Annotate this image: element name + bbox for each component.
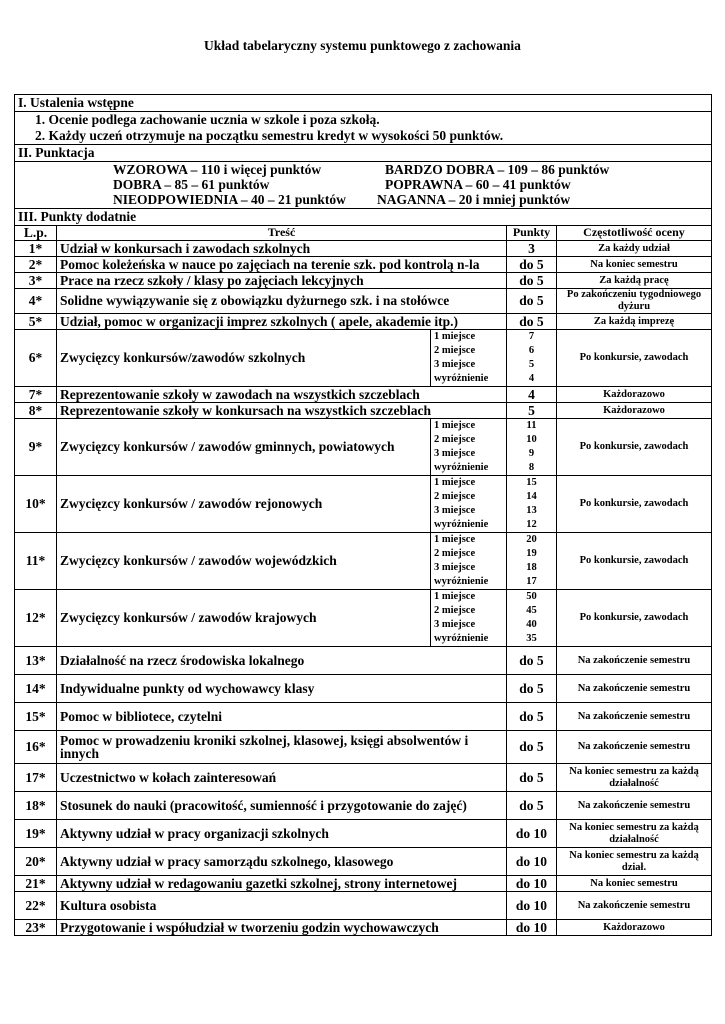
place-points: 15 (526, 477, 537, 488)
row-text: Zwycięzcy konkursów / zawodów rejonowych (57, 476, 431, 533)
row-number: 15* (15, 703, 57, 731)
row-points: do 5 (507, 731, 557, 764)
section1-items (15, 112, 712, 145)
row-places (431, 590, 507, 647)
row-text: Aktywny udział w redagowaniu gazetki szkolnej, strony internetowej (57, 876, 507, 892)
place-points: 4 (528, 373, 535, 384)
place-points: 50 (526, 591, 537, 602)
row-number: 19* (15, 820, 57, 848)
grade-scale (15, 162, 712, 209)
section3-heading: III. Punkty dodatnie (15, 209, 712, 226)
row-text: Kultura osobista (57, 892, 507, 920)
row-text: Reprezentowanie szkoły w konkursach na wszystkich szczeblach (57, 403, 507, 419)
row-frequency: Każdorazowo (557, 403, 712, 419)
place-label: wyróżnienie (434, 462, 489, 473)
row-number: 5* (15, 314, 57, 330)
row-text: Stosunek do nauki (pracowitość, sumienność i przygotowanie do zajęć) (57, 792, 507, 820)
table-header (15, 226, 712, 241)
row-frequency: Na koniec semestru (557, 876, 712, 892)
row-frequency: Po konkursie, zawodach (557, 419, 712, 476)
grade-wzorowa: WZOROWA – 110 i więcej punktów (113, 162, 322, 177)
row-text: Reprezentowanie szkoły w zawodach na wszystkich szczeblach (57, 387, 507, 403)
row-points: do 10 (507, 848, 557, 876)
row-points: 5 (507, 403, 557, 419)
place-label: 1 miejsce (434, 534, 476, 545)
place-label: 3 miejsce (434, 562, 476, 573)
row-number: 18* (15, 792, 57, 820)
row-points: do 5 (507, 273, 557, 289)
row-frequency: Na zakończenie semestru (557, 703, 712, 731)
row-text: Pomoc w bibliotece, czytelni (57, 703, 507, 731)
row-text: Zwycięzcy konkursów/zawodów szkolnych (57, 330, 431, 387)
place-label: 2 miejsce (434, 491, 476, 502)
row-text: Przygotowanie i współudział w tworzeniu godzin wychowawczych (57, 920, 507, 936)
place-label: 1 miejsce (434, 331, 476, 342)
table-row (15, 289, 712, 314)
place-label: 3 miejsce (434, 448, 476, 459)
place-points: 20 (526, 534, 537, 545)
row-number: 23* (15, 920, 57, 936)
table-row (15, 330, 712, 387)
row-frequency: Po konkursie, zawodach (557, 533, 712, 590)
row-number: 10* (15, 476, 57, 533)
row-text: Pomoc w prowadzeniu kroniki szkolnej, klasowej, księgi absolwentów i innych (57, 731, 507, 764)
row-text: Indywidualne punkty od wychowawcy klasy (57, 675, 507, 703)
section1-heading: I. Ustalenia wstępne (15, 95, 712, 112)
grade-dobra: DOBRA – 85 – 61 punktów (113, 177, 270, 192)
row-number: 17* (15, 764, 57, 792)
place-label: 2 miejsce (434, 434, 476, 445)
row-places (431, 419, 507, 476)
table-row (15, 920, 712, 936)
row-places (431, 330, 507, 387)
place-label: 2 miejsce (434, 345, 476, 356)
row-number: 4* (15, 289, 57, 314)
table-row (15, 731, 712, 764)
place-points: 19 (526, 548, 537, 559)
place-label: 1 miejsce (434, 477, 476, 488)
place-points: 10 (526, 434, 537, 445)
row-points: do 5 (507, 289, 557, 314)
row-text: Udział w konkursach i zawodach szkolnych (57, 241, 507, 257)
row-text: Zwycięzcy konkursów / zawodów krajowych (57, 590, 431, 647)
col-points-header: Punkty (507, 226, 557, 241)
row-number: 1* (15, 241, 57, 257)
row-points: 4 (507, 387, 557, 403)
row-text: Aktywny udział w pracy organizacji szkolnych (57, 820, 507, 848)
row-places (431, 476, 507, 533)
row-frequency: Na koniec semestru za każdą działalność (557, 820, 712, 848)
row-points (507, 590, 557, 647)
col-frequency-header: Częstotliwość oceny (557, 226, 712, 241)
row-number: 22* (15, 892, 57, 920)
place-points: 14 (526, 491, 537, 502)
table-row (15, 533, 712, 590)
row-points: do 10 (507, 920, 557, 936)
row-number: 9* (15, 419, 57, 476)
row-number: 3* (15, 273, 57, 289)
row-frequency: Na koniec semestru za każdą działalność (557, 764, 712, 792)
grade-bardzo-dobra: BARDZO DOBRA – 109 – 86 punktów (385, 162, 610, 177)
row-points: do 5 (507, 314, 557, 330)
intro-item: 1. Ocenie podlega zachowanie ucznia w szkole i poza szkołą. (35, 112, 380, 127)
document-title: Układ tabelaryczny systemu punktowego z zachowania (204, 38, 521, 53)
place-points: 40 (526, 619, 537, 630)
row-number: 7* (15, 387, 57, 403)
row-points: do 5 (507, 675, 557, 703)
row-frequency: Na zakończenie semestru (557, 731, 712, 764)
row-points: do 5 (507, 764, 557, 792)
row-number: 6* (15, 330, 57, 387)
row-frequency: Na zakończenie semestru (557, 792, 712, 820)
place-points: 35 (526, 633, 537, 644)
row-points: do 5 (507, 647, 557, 675)
table-row (15, 314, 712, 330)
table-row (15, 403, 712, 419)
row-frequency: Za każdą imprezę (557, 314, 712, 330)
place-points: 45 (526, 605, 537, 616)
place-points: 8 (528, 462, 535, 473)
place-points: 9 (528, 448, 535, 459)
place-points: 17 (526, 576, 537, 587)
row-frequency: Za każdą pracę (557, 273, 712, 289)
grade-poprawna: POPRAWNA – 60 – 41 punktów (385, 177, 571, 192)
points-table (14, 94, 712, 936)
row-frequency: Po konkursie, zawodach (557, 590, 712, 647)
row-number: 14* (15, 675, 57, 703)
place-points: 11 (526, 420, 537, 431)
row-number: 20* (15, 848, 57, 876)
row-text: Zwycięzcy konkursów / zawodów wojewódzkich (57, 533, 431, 590)
section2-heading: II. Punktacja (15, 145, 712, 162)
row-points: do 5 (507, 703, 557, 731)
place-label: wyróżnienie (434, 576, 489, 587)
place-label: 2 miejsce (434, 548, 476, 559)
row-text: Uczestnictwo w kołach zainteresowań (57, 764, 507, 792)
grade-naganna: NAGANNA – 20 i mniej punktów (377, 192, 571, 207)
table-row (15, 703, 712, 731)
intro-item: 2. Każdy uczeń otrzymuje na początku semestru kredyt w wysokości 50 punktów. (35, 128, 504, 143)
table-row (15, 892, 712, 920)
place-points: 18 (526, 562, 537, 573)
row-frequency: Na zakończenie semestru (557, 675, 712, 703)
row-points (507, 330, 557, 387)
row-text: Pomoc koleżeńska w nauce po zajęciach na terenie szk. pod kontrolą n-la (57, 257, 507, 273)
row-text: Aktywny udział w pracy samorządu szkolnego, klasowego (57, 848, 507, 876)
row-points: do 5 (507, 792, 557, 820)
row-points: 3 (507, 241, 557, 257)
row-frequency: Na koniec semestru za każdą dział. (557, 848, 712, 876)
table-row (15, 848, 712, 876)
place-label: 1 miejsce (434, 420, 476, 431)
row-points: do 10 (507, 892, 557, 920)
table-row (15, 876, 712, 892)
row-points (507, 419, 557, 476)
table-row (15, 387, 712, 403)
col-text-header: Treść (57, 226, 507, 241)
table-row (15, 476, 712, 533)
row-points (507, 476, 557, 533)
table-row (15, 764, 712, 792)
table-row (15, 273, 712, 289)
place-label: 3 miejsce (434, 619, 476, 630)
table-row (15, 675, 712, 703)
col-lp-header: L.p. (15, 226, 57, 241)
row-text: Prace na rzecz szkoły / klasy po zajęciach lekcyjnych (57, 273, 507, 289)
place-points: 13 (526, 505, 537, 516)
row-frequency: Każdorazowo (557, 387, 712, 403)
row-number: 11* (15, 533, 57, 590)
table-row (15, 647, 712, 675)
row-points: do 5 (507, 257, 557, 273)
row-points: do 10 (507, 820, 557, 848)
row-number: 8* (15, 403, 57, 419)
row-frequency: Po zakończeniu tygodniowego dyżuru (557, 289, 712, 314)
row-points: do 10 (507, 876, 557, 892)
row-number: 13* (15, 647, 57, 675)
table-row (15, 257, 712, 273)
place-points: 7 (528, 331, 535, 342)
place-label: 3 miejsce (434, 359, 476, 370)
row-places (431, 533, 507, 590)
row-frequency: Na zakończenie semestru (557, 647, 712, 675)
place-points: 6 (528, 345, 535, 356)
row-frequency: Na zakończenie semestru (557, 892, 712, 920)
row-text: Udział, pomoc w organizacji imprez szkolnych ( apele, akademie itp.) (57, 314, 507, 330)
place-points: 5 (528, 359, 535, 370)
place-points: 12 (526, 519, 537, 530)
row-number: 16* (15, 731, 57, 764)
table-row (15, 241, 712, 257)
row-frequency: Po konkursie, zawodach (557, 476, 712, 533)
place-label: wyróżnienie (434, 519, 489, 530)
row-number: 21* (15, 876, 57, 892)
row-text: Solidne wywiązywanie się z obowiązku dyżurnego szk. i na stołówce (57, 289, 507, 314)
row-frequency: Każdorazowo (557, 920, 712, 936)
grade-nieodpowiednia: NIEODPOWIEDNIA – 40 – 21 punktów (113, 192, 346, 207)
place-label: 1 miejsce (434, 591, 476, 602)
row-number: 12* (15, 590, 57, 647)
row-text: Zwycięzcy konkursów / zawodów gminnych, powiatowych (57, 419, 431, 476)
place-label: wyróżnienie (434, 633, 489, 644)
place-label: 3 miejsce (434, 505, 476, 516)
place-label: wyróżnienie (434, 373, 489, 384)
row-points (507, 533, 557, 590)
table-row (15, 419, 712, 476)
row-frequency: Na koniec semestru (557, 257, 712, 273)
table-row (15, 590, 712, 647)
row-text: Działalność na rzecz środowiska lokalnego (57, 647, 507, 675)
row-number: 2* (15, 257, 57, 273)
row-frequency: Po konkursie, zawodach (557, 330, 712, 387)
place-label: 2 miejsce (434, 605, 476, 616)
row-frequency: Za każdy udział (557, 241, 712, 257)
table-row (15, 792, 712, 820)
table-row (15, 820, 712, 848)
